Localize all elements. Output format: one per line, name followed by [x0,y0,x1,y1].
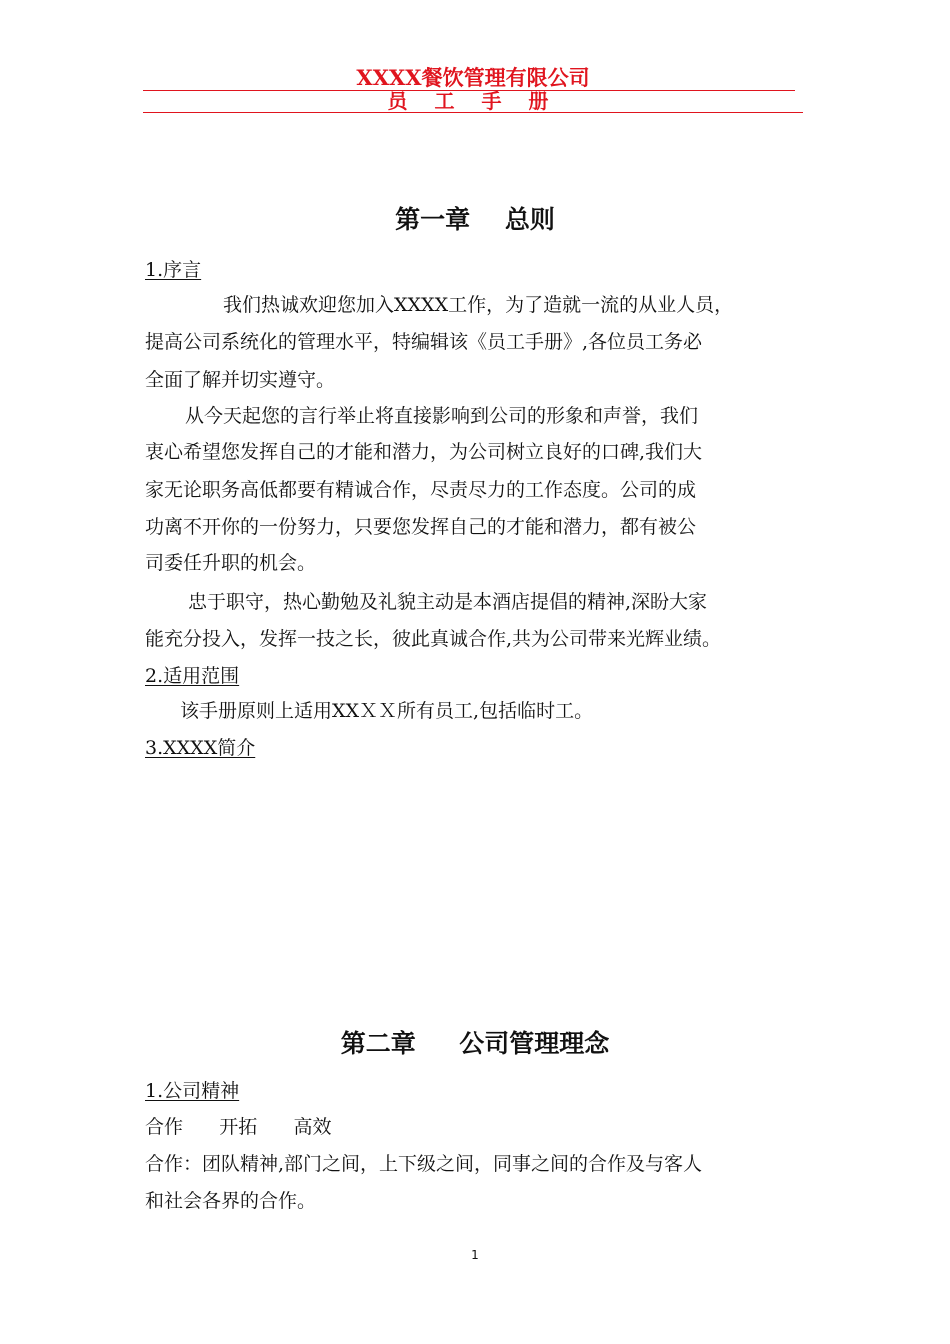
cooperation-line2: 和社会各界的合作。 [145,1190,317,1212]
preface-p3-line2: 能充分投入，发挥一技之长，彼此真诚合作,共为公司带来光辉业绩。 [145,628,722,650]
preface-p2-line2: 衷心希望您发挥自己的才能和潜力，为公司树立良好的口碑,我们大 [145,441,703,463]
header-rule-bottom [143,112,803,113]
section-scope-text: 该手册原则上适用XXＸＸ所有员工,包括临时工。 [180,700,594,722]
preface-p2-line4: 功离不开你的一份努力，只要您发挥自己的才能和潜力，都有被公 [145,516,697,538]
preface-p1-line1: 我们热诚欢迎您加入XXXX工作，为了造就一流的从业人员， [223,294,734,316]
section-intro-title: 3.XXXX简介 [145,737,256,759]
preface-p1-line3: 全面了解并切实遵守。 [145,369,336,391]
page-number: 1 [471,1248,479,1262]
preface-p1-line2: 提高公司系统化的管理水平，特编辑该《员工手册》,各位员工务必 [145,331,703,353]
company-name: XXXX餐饮管理有限公司 [356,65,590,90]
preface-p2-line5: 司委任升职的机会。 [145,552,317,574]
chapter2-title: 第二章 公司管理理念 [340,1029,610,1058]
section-preface-title: 1.序言 [145,259,202,281]
manual-title: 员 工 手 册 [387,89,559,113]
section-spirit-title: 1.公司精神 [145,1080,240,1102]
section-scope-title: 2.适用范围 [145,665,240,687]
preface-p2-line3: 家无论职务高低都要有精诚合作，尽责尽力的工作态度。公司的成 [145,479,697,501]
chapter1-title: 第一章 总则 [395,205,555,234]
preface-p2-line1: 从今天起您的言行举止将直接影响到公司的形象和声誉，我们 [185,405,699,427]
spirit-keywords: 合作 开拓 高效 [145,1116,332,1138]
header-rule-top [143,90,795,91]
cooperation-line1: 合作：团队精神,部门之间，上下级之间，同事之间的合作及与客人 [145,1153,703,1175]
document-header [143,66,803,112]
preface-p3-line1: 忠于职守，热心勤勉及礼貌主动是本酒店提倡的精神,深盼大家 [188,591,708,613]
